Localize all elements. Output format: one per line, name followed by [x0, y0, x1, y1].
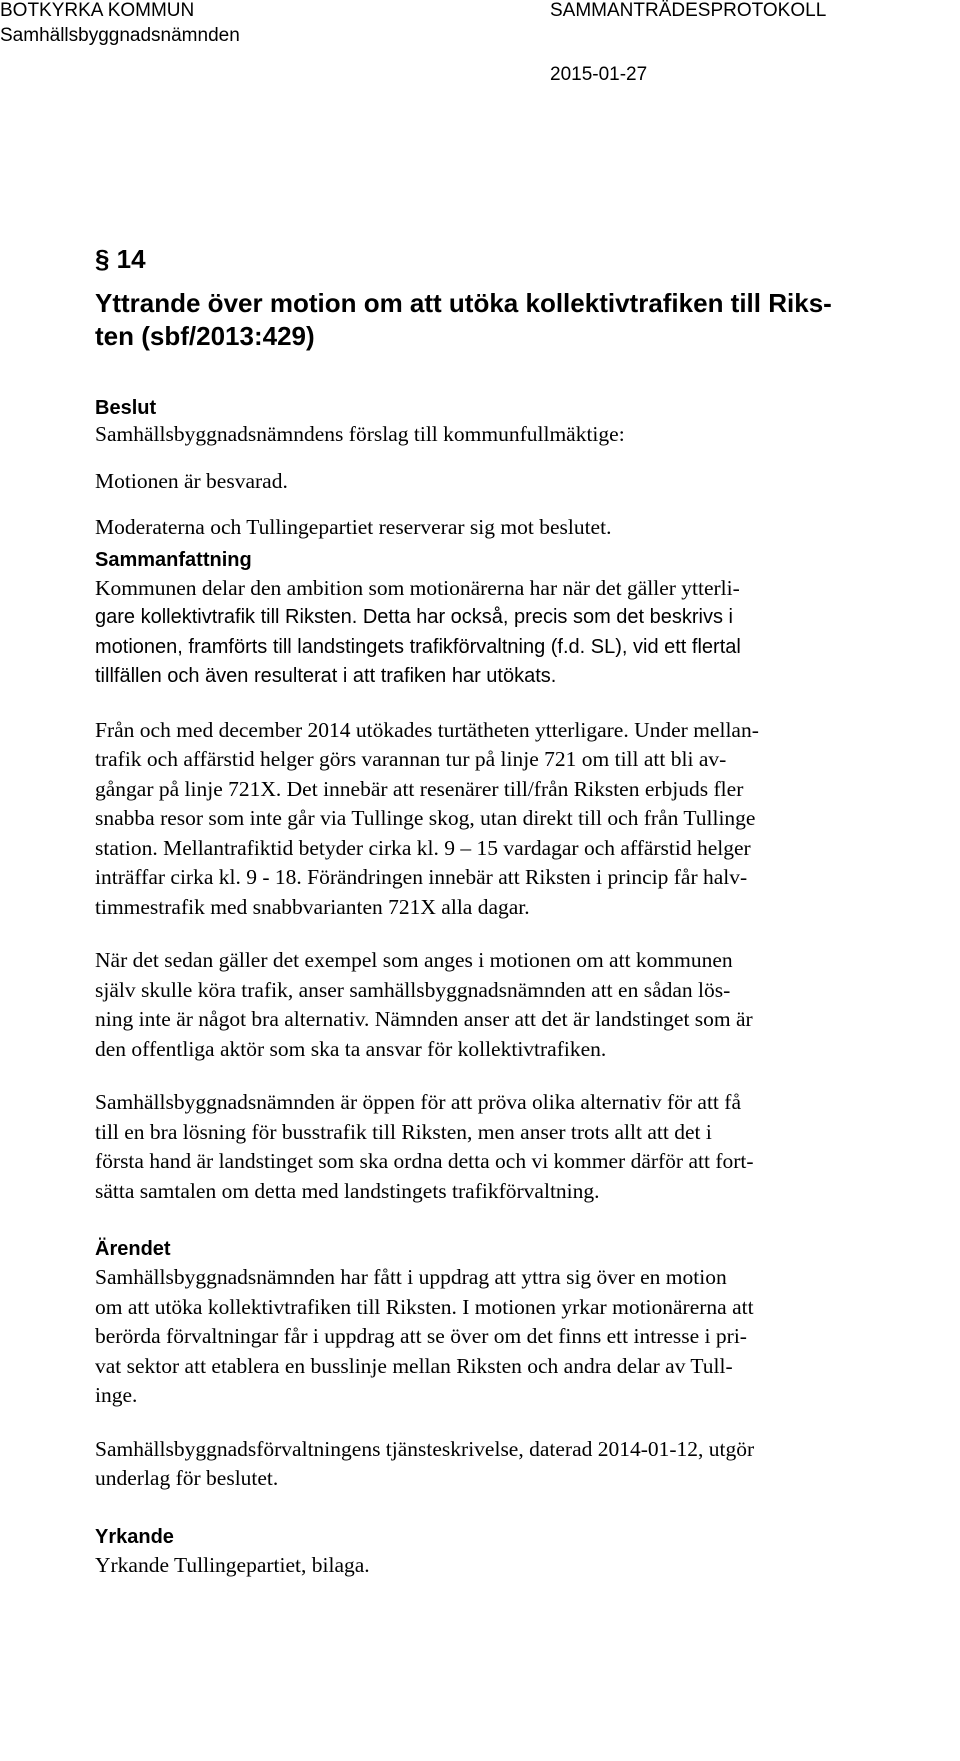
text-line: timmestrafik med snabbvarianten 721X alla dagar. [95, 894, 530, 919]
text-line: underlag för beslutet. [95, 1466, 279, 1490]
text-line: den offentliga aktör som ska ta ansvar för kollektivtrafiken. [95, 1036, 607, 1061]
sammanfattning-p4 [95, 1088, 865, 1206]
text-line: ning inte är något bra alternativ. Nämnden anser att det är landstinget som är [95, 1007, 753, 1031]
paragraph-title [95, 287, 865, 353]
text-line: trafik och affärstid helger görs varannan tur på linje 721 om till att bli av- [95, 747, 727, 771]
text-line: gare kollektivtrafik till Riksten. Detta har också, precis som det beskrivs i [95, 606, 733, 628]
text-line: station. Mellantrafiktid betyder cirka kl. 9 – 15 vardagar och affärstid helger [95, 835, 751, 860]
section-heading-sammanfattning: Sammanfattning [95, 548, 252, 571]
header-doc-type: SAMMANTRÄDESPROTOKOLL [550, 0, 827, 21]
sammanfattning-p1 [95, 574, 865, 692]
text-line: inge. [95, 1383, 138, 1407]
section-heading-beslut: Beslut [95, 397, 157, 419]
title-line: ten (sbf/2013:429) [95, 321, 315, 351]
sammanfattning-p2 [95, 716, 865, 923]
text-line: När det sedan gäller det exempel som anges i motionen om att kommunen [95, 948, 733, 972]
text-line: Från och med december 2014 utökades turtätheten ytterligare. Under mellan- [95, 717, 759, 742]
text-line: inträffar cirka kl. 9 - 18. Förändringen innebär att Riksten i princip får halv- [95, 865, 748, 889]
text-line: första hand är landstinget som ska ordna detta och vi kommer därför att fort- [95, 1149, 754, 1173]
text-line: sätta samtalen om detta med landstingets trafikförvaltning. [95, 1178, 600, 1203]
yrkande-p1 [95, 1551, 865, 1581]
section-heading-yrkande: Yrkande [95, 1525, 174, 1548]
text-line: tillfällen och även resulterat i att trafiken har utökats. [95, 665, 557, 687]
text-line: snabba resor som inte går via Tullinge skog, utan direkt till och från Tullinge [95, 806, 756, 830]
header-org: BOTKYRKA KOMMUN [0, 0, 195, 21]
beslut-intro [95, 420, 865, 450]
title-line: Yttrande över motion om att utöka kollektivtrafiken till Riks- [95, 288, 832, 318]
text-line: själv skulle köra trafik, anser samhällsbyggnadsnämnden att en sådan lös- [95, 977, 731, 1002]
text-line: Motionen är besvarad. [95, 468, 288, 493]
arendet-p1 [95, 1263, 865, 1411]
beslut-reservation [95, 513, 865, 543]
text-line: Samhällsbyggnadsnämnden är öppen för att pröva olika alternativ för att få [95, 1090, 741, 1114]
arendet-p2 [95, 1435, 865, 1494]
text-line: Moderaterna och Tullingepartiet reserverar sig mot beslutet. [95, 515, 612, 539]
section-heading-arendet: Ärendet [95, 1238, 171, 1260]
text-line: om att utöka kollektivtrafiken till Riksten. I motionen yrkar motionärerna att [95, 1294, 754, 1319]
beslut-decision [95, 467, 865, 497]
text-line: Yrkande Tullingepartiet, bilaga. [95, 1552, 370, 1577]
text-line: Samhällsbyggnadsnämnden har fått i uppdrag att yttra sig över en motion [95, 1265, 727, 1289]
sammanfattning-p3 [95, 946, 865, 1064]
text-line: Samhällsbyggnadsförvaltningens tjänsteskrivelse, daterad 2014-01-12, utgör [95, 1436, 755, 1461]
text-line: motionen, framförts till landstingets trafikförvaltning (f.d. SL), vid ett flertal [95, 635, 741, 658]
paragraph-number: § 14 [95, 244, 146, 274]
header-date: 2015-01-27 [550, 64, 648, 85]
text-line: Samhällsbyggnadsnämndens förslag till kommunfullmäktige: [95, 422, 625, 446]
text-line: Kommunen delar den ambition som motionärerna har när det gäller ytterli- [95, 575, 740, 600]
text-line: gångar på linje 721X. Det innebär att resenärer till/från Riksten erbjuds fler [95, 776, 744, 801]
document-body [95, 244, 865, 1580]
text-line: berörda förvaltningar får i uppdrag att se över om det finns ett intresse i pri- [95, 1324, 747, 1348]
text-line: vat sektor att etablera en busslinje mellan Riksten och andra delar av Tull- [95, 1353, 733, 1378]
text-line: till en bra lösning för busstrafik till Riksten, men anser trots allt att det i [95, 1119, 712, 1144]
header-committee: Samhällsbyggnadsnämnden [0, 25, 240, 46]
